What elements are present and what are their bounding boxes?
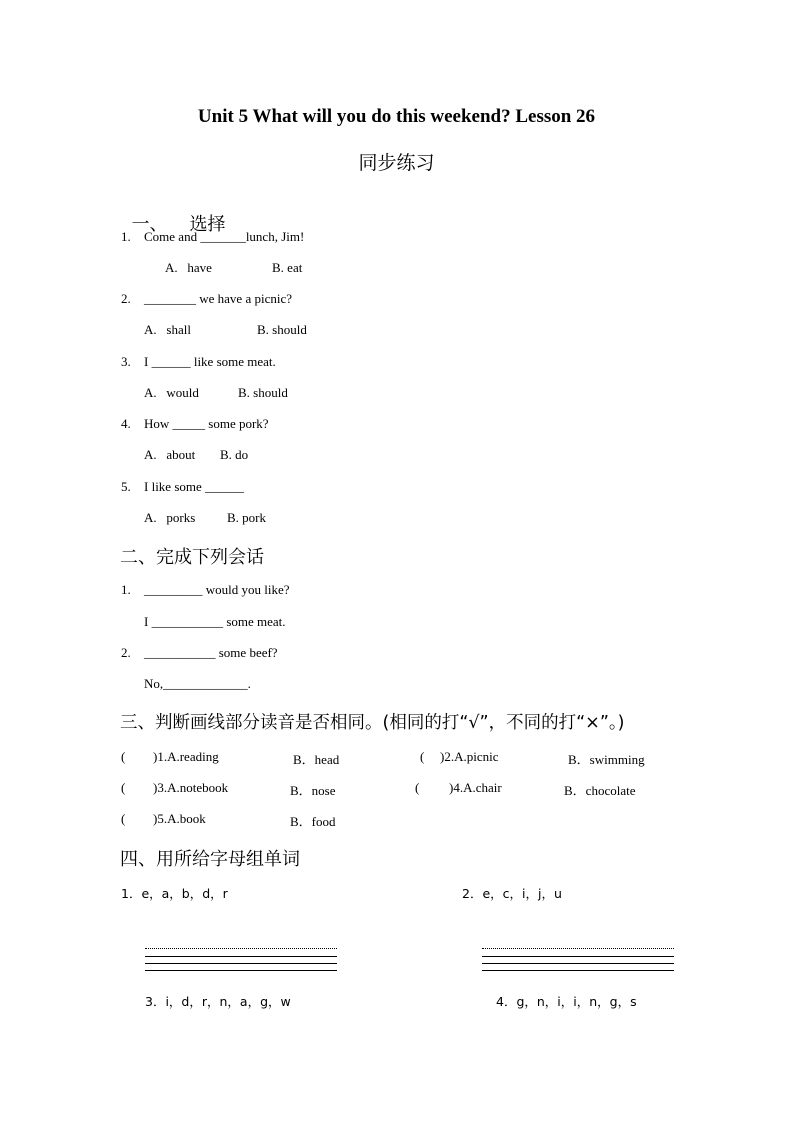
dialogue-2-line-2: No,_____________. xyxy=(144,676,251,691)
section-1-title: 选择 xyxy=(189,214,226,235)
judge-row-3-item-a: )5.A.book xyxy=(153,811,206,826)
judge-row-2-item-b: B．nose xyxy=(290,783,336,798)
question-4-text: How _____ some pork? xyxy=(144,416,269,431)
judge-row-2-paren-c: ( xyxy=(415,780,420,795)
question-4-number: 4. xyxy=(121,416,131,431)
question-4-option-a: A. about xyxy=(144,447,196,462)
word-puzzle-2: 2．e，c，i，j，u xyxy=(462,886,562,901)
judge-row-1-item-d: B．swimming xyxy=(568,752,645,767)
judge-row-2-paren-a: ( xyxy=(121,780,126,795)
section-1-number: 一、 xyxy=(131,214,168,235)
question-2-option-b: B. should xyxy=(257,322,307,337)
writing-line xyxy=(482,970,674,971)
word-puzzle-4: 4．g，n，i，i，n，g，s xyxy=(496,994,637,1009)
judge-row-1-item-c: )2.A.picnic xyxy=(440,749,499,764)
dialogue-2-number: 2. xyxy=(121,645,131,660)
dialogue-1-line-1: _________ would you like? xyxy=(144,582,290,597)
section-3-heading: 三、判断画线部分读音是否相同。(相同的打“√”，不同的打“×”。) xyxy=(120,713,625,733)
writing-line-dotted xyxy=(145,948,337,949)
dialogue-1-line-2: I ___________ some meat. xyxy=(144,614,286,629)
question-5-text: I like some ______ xyxy=(144,479,245,494)
writing-line xyxy=(145,970,337,971)
question-2-text: ________ we have a picnic? xyxy=(144,291,293,306)
writing-line xyxy=(145,956,337,957)
question-5-number: 5. xyxy=(121,479,131,494)
judge-row-2-item-a: )3.A.notebook xyxy=(153,780,229,795)
question-5-option-a: A. porks xyxy=(144,510,196,525)
section-4-heading: 四、用所给字母组单词 xyxy=(120,849,300,870)
judge-row-1-item-a: )1.A.reading xyxy=(153,749,219,764)
judge-row-1-paren-c: ( xyxy=(420,749,425,764)
word-puzzle-1: 1．e，a，b，d，r xyxy=(121,886,228,901)
question-3-number: 3. xyxy=(121,354,131,369)
judge-row-2-item-d: B．chocolate xyxy=(564,783,636,798)
judge-row-2-item-c: )4.A.chair xyxy=(449,780,502,795)
question-5-option-b: B. pork xyxy=(227,510,266,525)
judge-row-1-paren-a: ( xyxy=(121,749,126,764)
question-3-option-b: B. should xyxy=(238,385,288,400)
question-4-option-b: B. do xyxy=(220,447,249,462)
writing-line xyxy=(482,963,674,964)
writing-lines-2[interactable] xyxy=(482,948,674,974)
question-2-number: 2. xyxy=(121,291,131,306)
section-2-heading: 二、完成下列会话 xyxy=(120,547,264,568)
judge-row-3-paren-a: ( xyxy=(121,811,126,826)
word-puzzle-3: 3．i，d，r，n，a，g，w xyxy=(145,994,291,1009)
question-1-number: 1. xyxy=(121,229,131,244)
question-1-option-b: B. eat xyxy=(272,260,303,275)
judge-row-3-item-b: B．food xyxy=(290,814,336,829)
page-title: Unit 5 What will you do this weekend? Lesson 26 xyxy=(197,106,596,127)
question-3-text: I ______ like some meat. xyxy=(144,354,276,369)
question-3-option-a: A. would xyxy=(144,385,199,400)
writing-line xyxy=(482,956,674,957)
writing-line xyxy=(145,963,337,964)
question-1-text: Come and _______lunch, Jim! xyxy=(144,229,305,244)
question-2-option-a: A. shall xyxy=(144,322,191,337)
dialogue-1-number: 1. xyxy=(121,582,131,597)
page-subtitle: 同步练习 xyxy=(358,152,435,174)
question-1-option-a: A. have xyxy=(165,260,212,275)
writing-lines-1[interactable] xyxy=(145,948,337,974)
judge-row-1-item-b: B．head xyxy=(293,752,340,767)
dialogue-2-line-1: ___________ some beef? xyxy=(144,645,278,660)
writing-line-dotted xyxy=(482,948,674,949)
